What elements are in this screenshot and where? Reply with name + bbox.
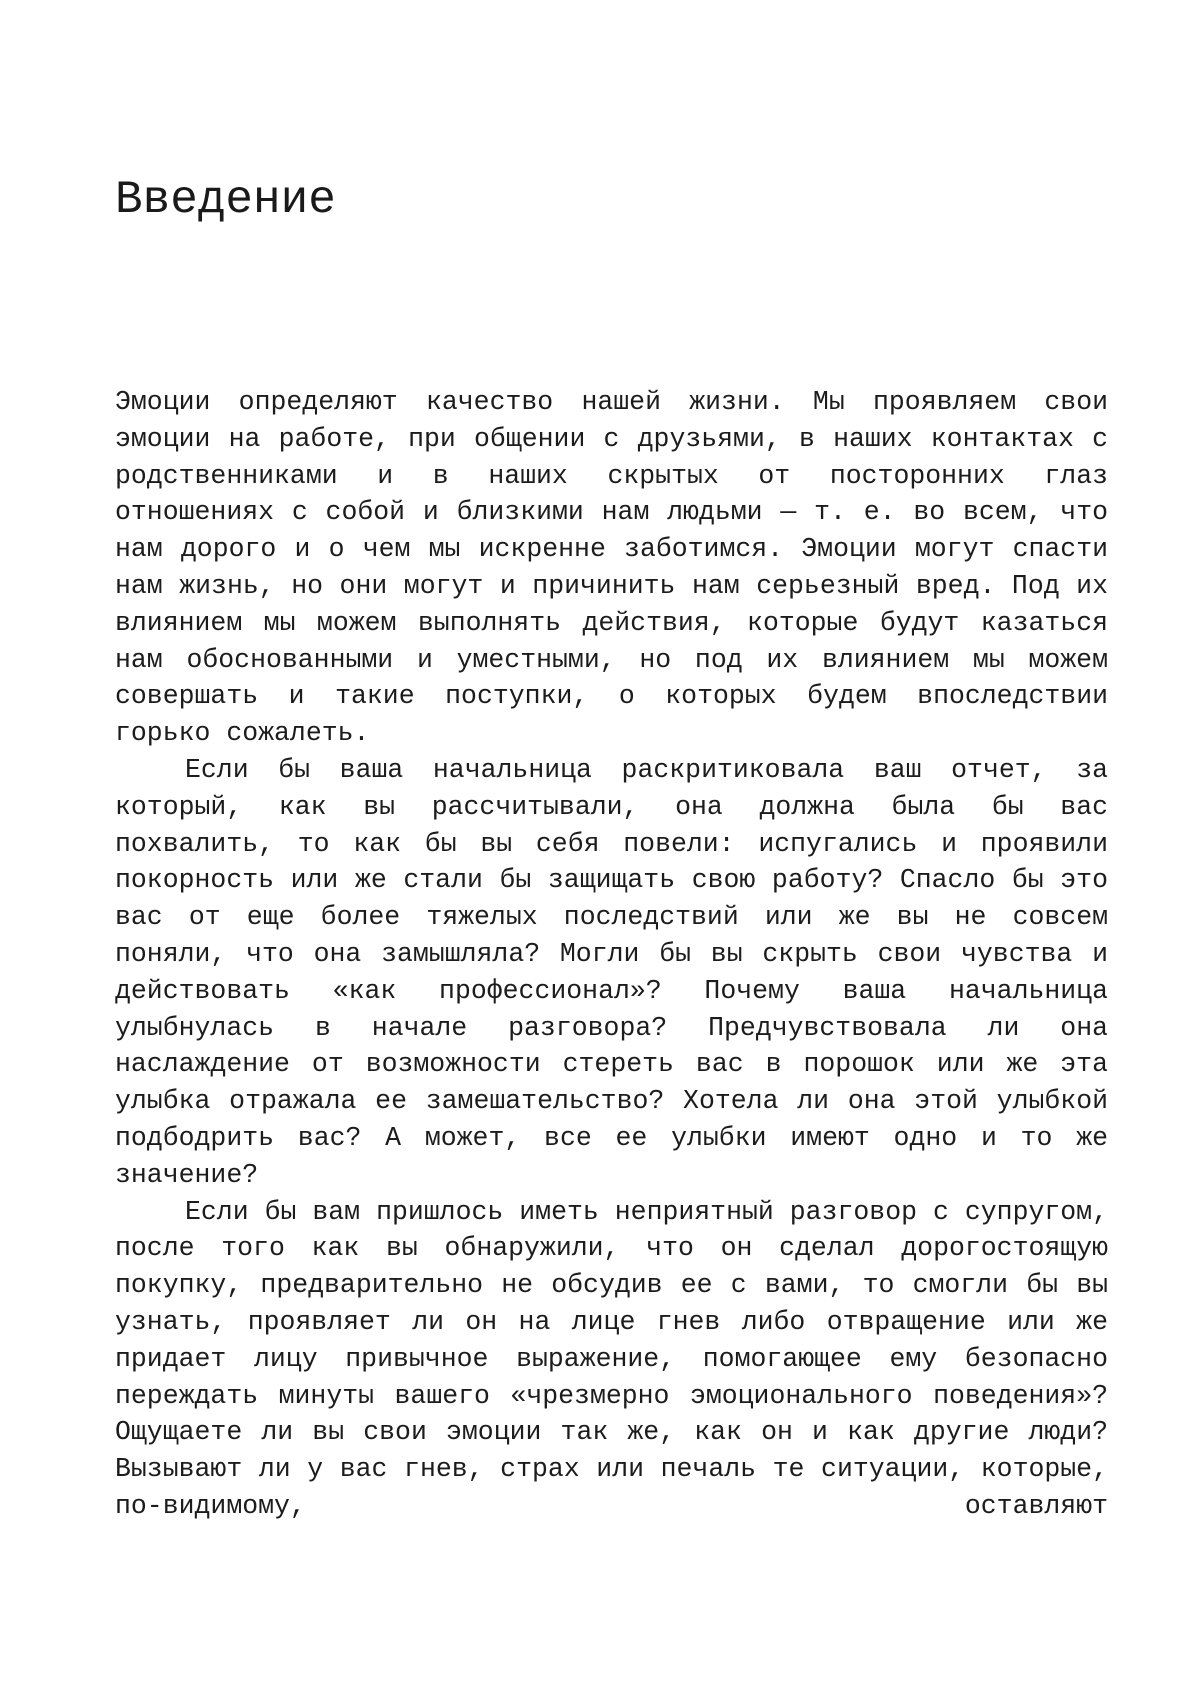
paragraph-2: Если бы ваша начальница раскритиковала ваш отчет, за который, как вы рассчитывали, она должна была бы вас похвалить, то как бы вы себя повели: испугались и проявили покорность или же стали бы защищать свою работу? Спасло бы это вас от еще более тяжелых последствий или же вы не совсем поняли, что она замышляла? Могли бы вы скрыть свои чувства и действовать «как профессионал»? Почему ваша начальница улыбнулась в начале разговора? Предчувствовала ли она наслаждение от возможности стереть вас в порошок или же эта улыбка отражала ее замешательство? Хотела ли она этой улыбкой подбодрить вас? А может, все ее улыбки имеют одно и то же значение? [115, 754, 1108, 1190]
paragraph-3: Если бы вам пришлось иметь неприятный разговор с супругом, после того как вы обнаружили, что он сделал дорогостоящую покупку, предварительно не обсудив ее с вами, то смогли бы вы узнать, проявляет ли он на лице гнев либо отвращение или же придает лицу привычное выражение, помогающее ему безопасно переждать минуты вашего «чрезмерно эмоционального поведения»? Ощущаете ли вы свои эмоции так же, как он и как другие люди? Вызывают ли у вас гнев, страх или печаль те ситуации, которые, по-видимому, оставляют [115, 1196, 1108, 1521]
paragraph-1: Эмоции определяют качество нашей жизни. Мы проявляем свои эмоции на работе, при общении с друзьями, в наших контактах с родственниками и в наших скрытых от посторонних глаз отношениях с собой и близкими нам людьми — т. е. во всем, что нам дорого и о чем мы искренне заботимся. Эмоции могут спасти нам жизнь, но они могут и причинить нам серьезный вред. Под их влиянием мы можем выполнять действия, которые будут казаться нам обоснованными и уместными, но под их влиянием мы можем совершать и такие поступки, о которых будем впоследствии горько сожалеть. [115, 387, 1108, 749]
chapter-title: Введение [115, 174, 336, 226]
body-text [115, 384, 1108, 1525]
